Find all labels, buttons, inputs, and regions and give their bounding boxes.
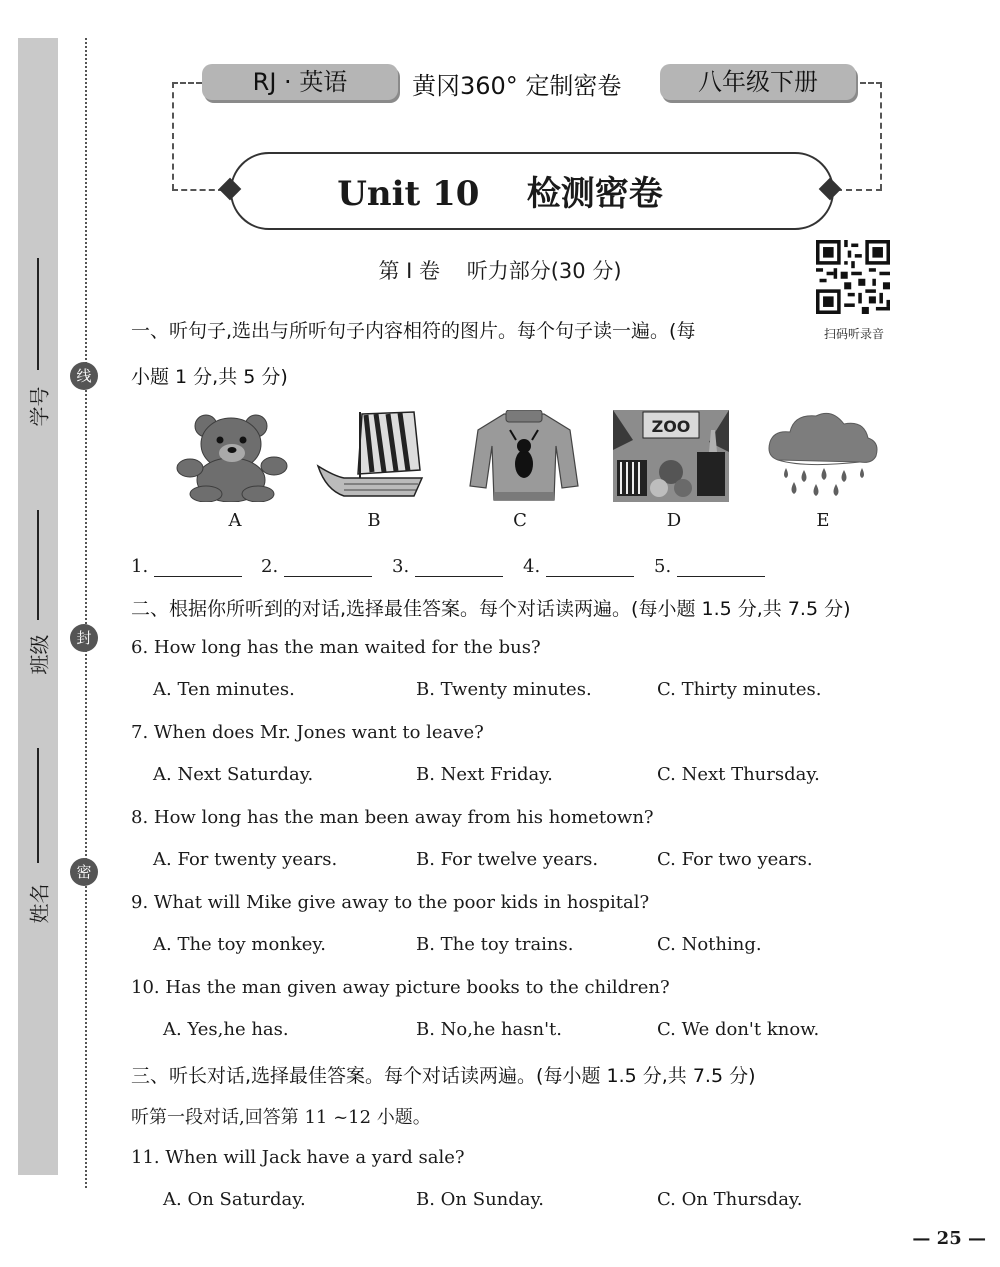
picture-label-b: B [367,510,381,531]
header-dash-right [860,82,882,84]
question-11-option-c[interactable]: C. On Thursday. [657,1189,803,1210]
question-7-option-a[interactable]: A. Next Saturday. [153,764,314,785]
answer-blank-4[interactable]: 4. [523,556,634,577]
answer-blank-1[interactable]: 1. [131,556,242,577]
teddy-bear-icon [176,410,292,502]
student-id-label: 学号 [27,386,52,427]
question-6-option-c[interactable]: C. Thirty minutes. [657,679,822,700]
page-title: Unit 10 检测密卷 [337,174,663,214]
question-7: 7. When does Mr. Jones want to leave? [131,722,484,743]
question-10: 10. Has the man given away picture books to the children? [131,977,670,998]
picture-label-e: E [816,510,830,531]
zoo-sign-text: ZOO [651,417,691,436]
question-6-option-b[interactable]: B. Twenty minutes. [416,679,592,700]
name-label: 姓名 [27,883,52,924]
name-line [37,748,39,863]
page-number: — 25 — [912,1228,986,1249]
question-10-option-a[interactable]: A. Yes,he has. [163,1019,289,1040]
picture-label-a: A [228,510,242,531]
question-8-option-c[interactable]: C. For two years. [657,849,813,870]
grade-pill: 八年级下册 [660,64,856,100]
answer-blank-2[interactable]: 2. [261,556,372,577]
question-8-option-b[interactable]: B. For twelve years. [416,849,599,870]
rain-cloud-icon [764,410,880,502]
answer-blank-3[interactable]: 3. [392,556,503,577]
question-11-option-b[interactable]: B. On Sunday. [416,1189,545,1210]
section3-intro: 听第一段对话,回答第 11 ~12 小题。 [131,1107,431,1128]
section2-heading: 二、根据你所听到的对话,选择最佳答案。每个对话读两遍。(每小题 1.5 分,共 7.5 分) [131,598,851,620]
qr-caption: 扫码听录音 [823,327,884,341]
zoo-icon [613,410,729,502]
qr-code-icon[interactable] [816,240,890,314]
section1-heading: 一、听句子,选出与所听句子内容相符的图片。每个句子读一遍。(每 [131,320,696,342]
question-6: 6. How long has the man waited for the bus? [131,637,541,658]
header-dash-left [172,82,202,84]
seal-line: 线 [70,362,98,390]
question-9-option-c[interactable]: C. Nothing. [657,934,762,955]
question-7-option-b[interactable]: B. Next Friday. [416,764,553,785]
question-11-option-a[interactable]: A. On Saturday. [163,1189,306,1210]
part1-title: 第 I 卷 听力部分(30 分) [378,259,622,283]
question-7-option-c[interactable]: C. Next Thursday. [657,764,820,785]
question-9-option-b[interactable]: B. The toy trains. [416,934,574,955]
question-10-option-c[interactable]: C. We don't know. [657,1019,820,1040]
sailboat-icon [314,410,430,502]
picture-label-c: C [513,510,527,531]
sweater-icon [466,410,582,502]
question-8-option-a[interactable]: A. For twenty years. [153,849,338,870]
seal-seal: 封 [70,624,98,652]
question-10-option-b[interactable]: B. No,he hasn't. [416,1019,563,1040]
picture-label-d: D [666,510,682,531]
section1-heading-cont: 小题 1 分,共 5 分) [131,366,288,388]
question-11: 11. When will Jack have a yard sale? [131,1147,465,1168]
question-6-option-a[interactable]: A. Ten minutes. [153,679,295,700]
answer-blank-5[interactable]: 5. [654,556,765,577]
question-9-option-a[interactable]: A. The toy monkey. [153,934,326,955]
question-9: 9. What will Mike give away to the poor kids in hospital? [131,892,650,913]
class-label: 班级 [27,634,52,675]
subject-pill: RJ · 英语 [202,64,398,100]
seal-secret: 密 [70,858,98,886]
class-line [37,510,39,620]
question-8: 8. How long has the man been away from his hometown? [131,807,654,828]
section3-heading: 三、听长对话,选择最佳答案。每个对话读两遍。(每小题 1.5 分,共 7.5 分) [131,1065,756,1087]
brand-title: 黄冈360° 定制密卷 [412,72,622,100]
